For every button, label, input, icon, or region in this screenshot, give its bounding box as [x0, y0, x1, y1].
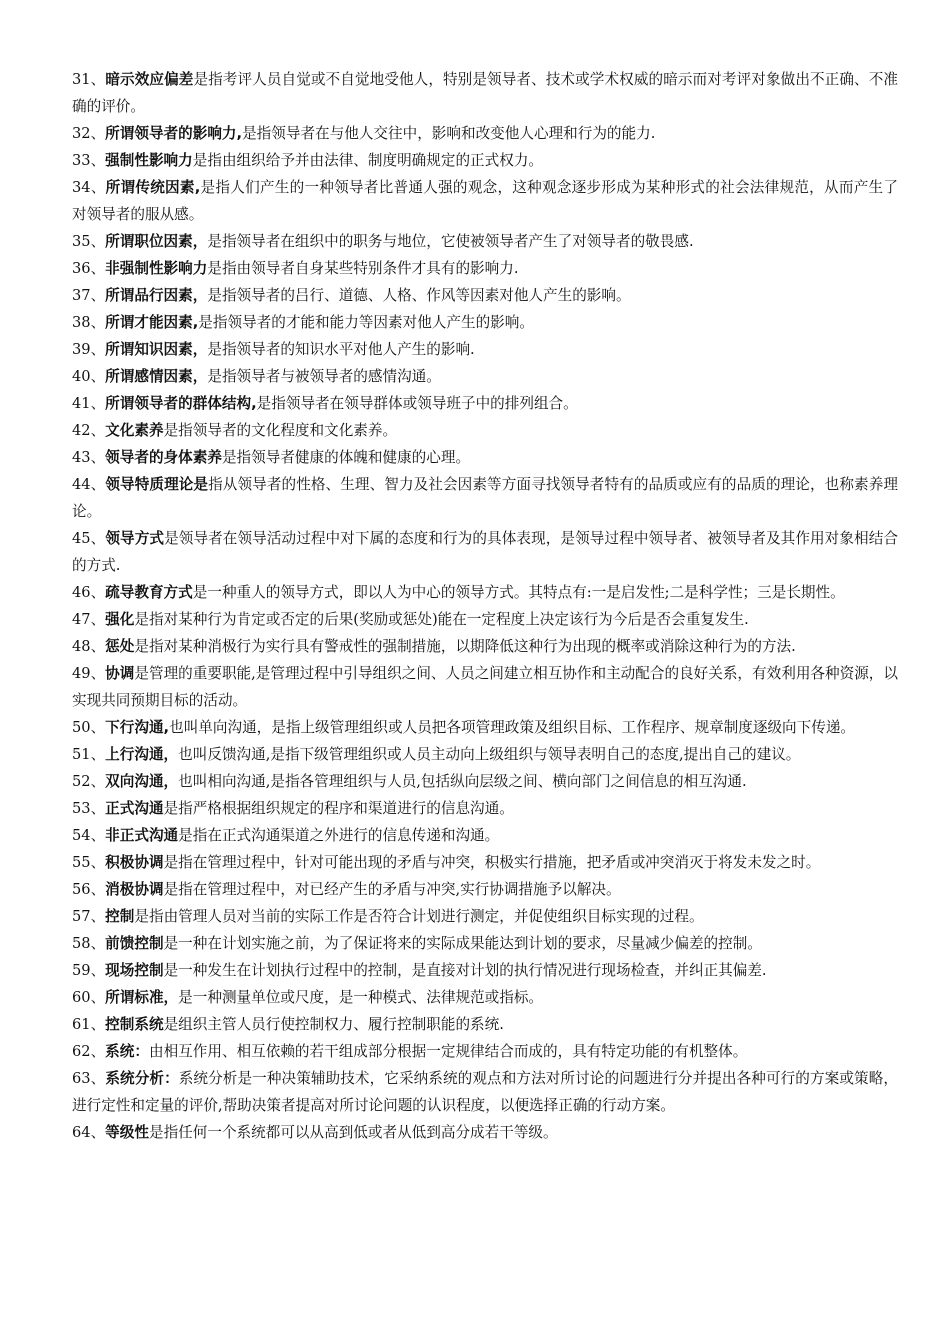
entry-definition: 是指在正式沟通渠道之外进行的信息传递和沟通。 [178, 827, 500, 844]
entry-definition: 是指领导者在组织中的职务与地位，它使被领导者产生了对领导者的敬畏感. [207, 233, 694, 250]
glossary-entry-48 [72, 633, 898, 660]
entry-number: 53、 [72, 800, 106, 817]
entry-term: 下行沟通, [105, 719, 170, 736]
entry-definition: 是指在管理过程中，对已经产生的矛盾与冲突,实行协调措施予以解决。 [163, 881, 621, 898]
entry-term: 前馈控制 [105, 935, 164, 952]
entry-term: 所谓职位因素， [105, 233, 208, 250]
entry-number: 46、 [72, 584, 106, 601]
entry-term: 非正式沟通 [105, 827, 179, 844]
entry-number: 56、 [72, 881, 106, 898]
entry-definition: 是指考评人员自觉或不自觉地受他人，特别是领导者、技术或学术权威的暗示而对考评对象做出不正确、不准确的评价。 [72, 71, 898, 115]
entry-definition: 是指领导者的才能和能力等因素对他人产生的影响。 [198, 314, 534, 331]
entry-number: 45、 [72, 530, 106, 547]
glossary-entry-40 [72, 363, 898, 390]
document-page [72, 66, 898, 1146]
entry-definition: 也叫单向沟通，是指上级管理组织或人员把各项管理政策及组织目标、工作程序、规章制度逐级向下传递。 [169, 719, 856, 736]
entry-term: 系统分析： [105, 1070, 179, 1087]
entry-term: 领导方式 [105, 530, 165, 547]
glossary-entry-62 [72, 1038, 898, 1065]
entry-number: 48、 [72, 638, 106, 655]
entry-number: 63、 [72, 1070, 106, 1087]
entry-number: 57、 [72, 908, 106, 925]
glossary-entry-47 [72, 606, 898, 633]
entry-number: 34、 [72, 179, 106, 196]
entry-term: 现场控制 [105, 962, 164, 979]
glossary-entry-57 [72, 903, 898, 930]
glossary-entry-42 [72, 417, 898, 444]
entry-definition: 是指任何一个系统都可以从高到低或者从低到高分成若干等级。 [148, 1124, 558, 1141]
glossary-entry-51 [72, 741, 898, 768]
entry-definition: 是指在管理过程中，针对可能出现的矛盾与冲突，积极实行措施，把矛盾或冲突消灭于将发未发之时。 [163, 854, 821, 871]
entry-term: 控制 [105, 908, 135, 925]
entry-number: 37、 [72, 287, 106, 304]
entry-number: 42、 [72, 422, 106, 439]
entry-term: 惩处 [105, 638, 135, 655]
glossary-entry-63 [72, 1065, 898, 1119]
entry-number: 43、 [72, 449, 106, 466]
entry-term: 系统： [105, 1043, 149, 1060]
entry-number: 36、 [72, 260, 106, 277]
entry-term: 所谓领导者的群体结构, [105, 395, 257, 412]
entry-number: 59、 [72, 962, 106, 979]
entry-term: 所谓传统因素, [105, 179, 201, 196]
entry-number: 33、 [72, 152, 106, 169]
entry-definition: 是指领导者健康的体魄和健康的心理。 [221, 449, 471, 466]
glossary-entry-37 [72, 282, 898, 309]
entry-number: 47、 [72, 611, 106, 628]
entry-number: 49、 [72, 665, 106, 682]
glossary-entry-45 [72, 525, 898, 579]
glossary-entry-39 [72, 336, 898, 363]
glossary-entry-52 [72, 768, 898, 795]
glossary-entry-55 [72, 849, 898, 876]
glossary-entry-35 [72, 228, 898, 255]
glossary-entry-46 [72, 579, 898, 606]
entry-definition: 是指由管理人员对当前的实际工作是否符合计划进行测定，并促使组织目标实现的过程。 [134, 908, 704, 925]
glossary-entry-60 [72, 984, 898, 1011]
entry-definition: 是指领导者在领导群体或领导班子中的排列组合。 [256, 395, 578, 412]
entry-number: 39、 [72, 341, 106, 358]
entry-number: 35、 [72, 233, 106, 250]
entry-definition: 是指对某种消极行为实行具有警戒性的强制措施，以期降低这种行为出现的概率或消除这种行为的方法. [134, 638, 796, 655]
entry-definition: 是一种在计划实施之前，为了保证将来的实际成果能达到计划的要求，尽量减少偏差的控制。 [163, 935, 762, 952]
glossary-entry-53 [72, 795, 898, 822]
glossary-entry-38 [72, 309, 898, 336]
entry-term: 等级性 [105, 1124, 149, 1141]
glossary-entry-33 [72, 147, 898, 174]
glossary-entry-41 [72, 390, 898, 417]
glossary-entry-32 [72, 120, 898, 147]
entry-number: 64、 [72, 1124, 106, 1141]
entry-definition: 是一种发生在计划执行过程中的控制，是直接对计划的执行情况进行现场检查，并纠正其偏差. [163, 962, 767, 979]
entry-definition: 是指领导者的知识水平对他人产生的影响. [207, 341, 475, 358]
entry-term: 协调 [105, 665, 135, 682]
entry-number: 51、 [72, 746, 106, 763]
entry-definition: 是管理的重要职能,是管理过程中引导组织之间、人员之间建立相互协作和主动配合的良好关系，有效利用各种资源，以实现共同预期目标的活动。 [72, 665, 898, 709]
entry-number: 31、 [72, 71, 106, 88]
entry-number: 61、 [72, 1016, 106, 1033]
glossary-entry-43 [72, 444, 898, 471]
entry-term: 上行沟通， [105, 746, 179, 763]
entry-number: 41、 [72, 395, 106, 412]
entry-number: 38、 [72, 314, 106, 331]
glossary-entry-34 [72, 174, 898, 228]
entry-definition: 是指人们产生的一种领导者比普通人强的观念，这种观念逐步形成为某种形式的社会法律规范，从而产生了对领导者的服从感。 [72, 179, 898, 223]
entry-number: 58、 [72, 935, 106, 952]
entry-term: 所谓感情因素， [105, 368, 208, 385]
glossary-entry-58 [72, 930, 898, 957]
entry-definition: 指从领导者的性格、生理、智力及社会因素等方面寻找领导者特有的品质或应有的品质的理论，也称素养理论。 [72, 476, 898, 520]
entry-definition: 是领导者在领导活动过程中对下属的态度和行为的具体表现，是领导过程中领导者、被领导者及其作用对象相结合的方式. [72, 530, 898, 574]
entry-definition: 是指由领导者自身某些特别条件才具有的影响力. [207, 260, 519, 277]
entry-definition: 是一种重人的领导方式，即以人为中心的领导方式。其特点有:一是启发性;二是科学性；三是长期性。 [192, 584, 845, 601]
glossary-entry-59 [72, 957, 898, 984]
entry-term: 双向沟通， [105, 773, 179, 790]
glossary-entry-56 [72, 876, 898, 903]
glossary-entry-54 [72, 822, 898, 849]
entry-term: 领导特质理论是 [105, 476, 209, 493]
entry-definition: 是指由组织给予并由法律、制度明确规定的正式权力。 [192, 152, 544, 169]
entry-definition: 系统分析是一种决策辅助技术，它采纳系统的观点和方法对所讨论的问题进行分并提出各种可行的方案或策略，进行定性和定量的评价,帮助决策者提高对所讨论问题的认识程度，以便选择正确的行动方案。 [72, 1070, 898, 1114]
entry-term: 正式沟通 [105, 800, 164, 817]
entry-term: 控制系统 [105, 1016, 164, 1033]
entry-definition: 是指领导者与被领导者的感情沟通。 [207, 368, 441, 385]
entry-definition: 是指领导者的文化程度和文化素养。 [163, 422, 398, 439]
entry-term: 强化 [105, 611, 135, 628]
entry-term: 疏导教育方式 [105, 584, 193, 601]
entry-term: 文化素养 [105, 422, 164, 439]
entry-term: 领导者的身体素养 [105, 449, 222, 466]
glossary-entry-44 [72, 471, 898, 525]
entry-definition: 是指领导者在与他人交往中，影响和改变他人心理和行为的能力. [242, 125, 656, 142]
glossary-entry-50 [72, 714, 898, 741]
entry-number: 55、 [72, 854, 106, 871]
entry-term: 消极协调 [105, 881, 164, 898]
entry-term: 所谓领导者的影响力, [105, 125, 243, 142]
entry-number: 60、 [72, 989, 106, 1006]
entry-term: 所谓品行因素， [105, 287, 208, 304]
entry-number: 44、 [72, 476, 106, 493]
entry-definition: 是指严格根据组织规定的程序和渠道进行的信息沟通。 [163, 800, 514, 817]
glossary-entry-49 [72, 660, 898, 714]
entry-definition: 是一种测量单位或尺度，是一种模式、法律规范或指标。 [178, 989, 544, 1006]
entry-number: 50、 [72, 719, 106, 736]
entry-definition: 也叫反馈沟通,是指下级管理组织或人员主动向上级组织与领导表明自己的态度,提出自己的建议。 [178, 746, 801, 763]
entry-number: 32、 [72, 125, 106, 142]
entry-number: 40、 [72, 368, 106, 385]
entry-number: 54、 [72, 827, 106, 844]
glossary-entry-36 [72, 255, 898, 282]
entry-definition: 是指领导者的吕行、道德、人格、作风等因素对他人产生的影响。 [207, 287, 631, 304]
entry-term: 所谓才能因素, [105, 314, 199, 331]
glossary-entry-61 [72, 1011, 898, 1038]
glossary-entry-64 [72, 1119, 898, 1146]
entry-definition: 是组织主管人员行使控制权力、履行控制职能的系统. [163, 1016, 504, 1033]
entry-term: 强制性影响力 [105, 152, 193, 169]
entry-term: 所谓标准， [105, 989, 179, 1006]
entry-definition: 也叫相向沟通,是指各管理组织与人员,包括纵向层级之间、横向部门之间信息的相互沟通. [178, 773, 747, 790]
entry-number: 62、 [72, 1043, 106, 1060]
entry-definition: 是指对某种行为肯定或否定的后果(奖励或惩处)能在一定程度上决定该行为今后是否会重复发生. [134, 611, 749, 628]
entry-term: 积极协调 [105, 854, 164, 871]
glossary-entry-31 [72, 66, 898, 120]
entry-term: 非强制性影响力 [105, 260, 208, 277]
entry-term: 暗示效应偏差 [105, 71, 194, 88]
entry-number: 52、 [72, 773, 106, 790]
entry-definition: 由相互作用、相互依赖的若干组成部分根据一定规律结合而成的，具有特定功能的有机整体。 [148, 1043, 748, 1060]
entry-term: 所谓知识因素， [105, 341, 208, 358]
